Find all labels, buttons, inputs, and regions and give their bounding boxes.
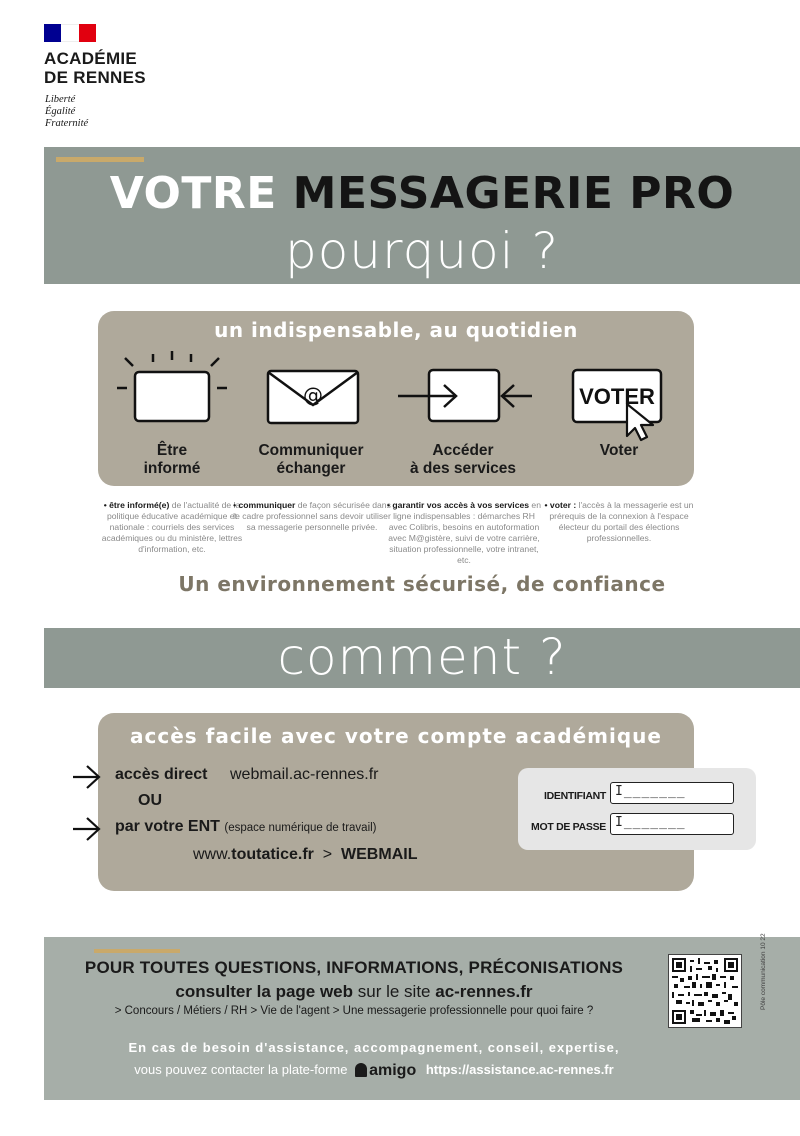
page-title: VOTRE MESSAGERIE PRO	[109, 168, 735, 219]
login-form-illustration	[518, 768, 756, 850]
webmail-link[interactable]: webmail.ac-rennes.fr	[230, 766, 379, 783]
amigo-person-icon	[355, 1063, 367, 1077]
ent-access-line	[115, 818, 377, 836]
svg-text:@: @	[303, 383, 323, 407]
page-subtitle-how: comment ?	[277, 628, 567, 686]
vertical-credit-note: Pôle communication 10 22	[760, 933, 767, 1010]
ent-note: (espace numérique de travail)	[224, 822, 377, 834]
or-label: OU	[138, 792, 162, 809]
republic-flag-logo	[44, 24, 96, 42]
why-heading: un indispensable, au quotidien	[214, 318, 578, 342]
footer-breadcrumb: > Concours / Métiers / RH > Vie de l'agent > Une messagerie professionnelle pour quoi faire ?	[114, 1005, 594, 1017]
ac-rennes-link[interactable]: ac-rennes.fr	[435, 982, 533, 1001]
how-heading: accès facile avec votre compte académique	[130, 724, 662, 748]
access-arrows-icon	[396, 368, 534, 428]
arrow-right-icon	[72, 815, 102, 847]
qr-code[interactable]	[668, 954, 742, 1028]
password-label: MOT DE PASSE	[531, 821, 606, 833]
page-subtitle-why: pourquoi ?	[284, 222, 560, 280]
vote-icon	[571, 368, 667, 446]
desc-communiquer: • communiquer de façon sécurisée dans le cadre professionnel sans devoir utiliser sa messagerie personnelle privée.	[233, 500, 391, 532]
identifiant-field-illustration: I_______	[610, 782, 734, 804]
ent-label: par votre ENT	[115, 818, 220, 835]
organization-name: ACADÉMIE DE RENNES	[44, 49, 146, 87]
decorative-gold-bar	[94, 949, 180, 953]
vote-icon-text: VOTER	[579, 384, 655, 409]
footer-consult-line: consulter la page web sur le site ac-rennes.fr	[175, 982, 533, 1001]
decorative-gold-bar	[56, 157, 144, 162]
label-etre-informe: Être informé	[143, 442, 201, 477]
footer-assistance-line: En cas de besoin d'assistance, accompagnement, conseil, expertise,	[128, 1040, 620, 1055]
secure-environment-line: Un environnement sécurisé, de confiance	[178, 572, 666, 596]
footer-heading: POUR TOUTES QUESTIONS, INFORMATIONS, PRÉCONISATIONS	[84, 958, 624, 977]
label-communiquer: Communiquer échanger	[258, 442, 364, 477]
label-acceder: Accéder à des services	[409, 442, 516, 477]
envelope-at-icon	[266, 369, 360, 429]
desc-acceder: • garantir vos accès à vos services en ligne indispensables : démarches RH avec Colibris, besoins en autoformation avec M@gistère, suivi de votre carrière, situation professionnelle, votre intranet, etc.	[387, 500, 541, 565]
republic-motto: Liberté Égalité Fraternité	[45, 94, 89, 129]
assistance-link[interactable]: https://assistance.ac-rennes.fr	[425, 1062, 614, 1077]
desc-etre-informe: • être informé(e) de l'actualité de la politique éducative académique et nationale : courriels des services académiques ou du ministère, lettres d'information, etc.	[101, 500, 243, 554]
direct-access-label: accès direct	[115, 766, 208, 783]
amigo-logo: amigo	[355, 1063, 416, 1079]
password-field-illustration: I_______	[610, 813, 734, 835]
desc-voter: • voter : l'accès à la messagerie est un prérequis de la connexion à l'espace électeur du portail des élections professionnelles.	[544, 500, 694, 543]
identifiant-label: IDENTIFIANT	[543, 790, 606, 802]
screen-icon	[117, 348, 227, 432]
footer-contact-line: vous pouvez contacter la plate-forme amigo https://assistance.ac-rennes.fr	[134, 1061, 614, 1079]
label-voter: Voter	[599, 442, 639, 459]
toutatice-link[interactable]: www.toutatice.fr > WEBMAIL	[193, 846, 418, 863]
arrow-right-icon	[72, 763, 102, 795]
